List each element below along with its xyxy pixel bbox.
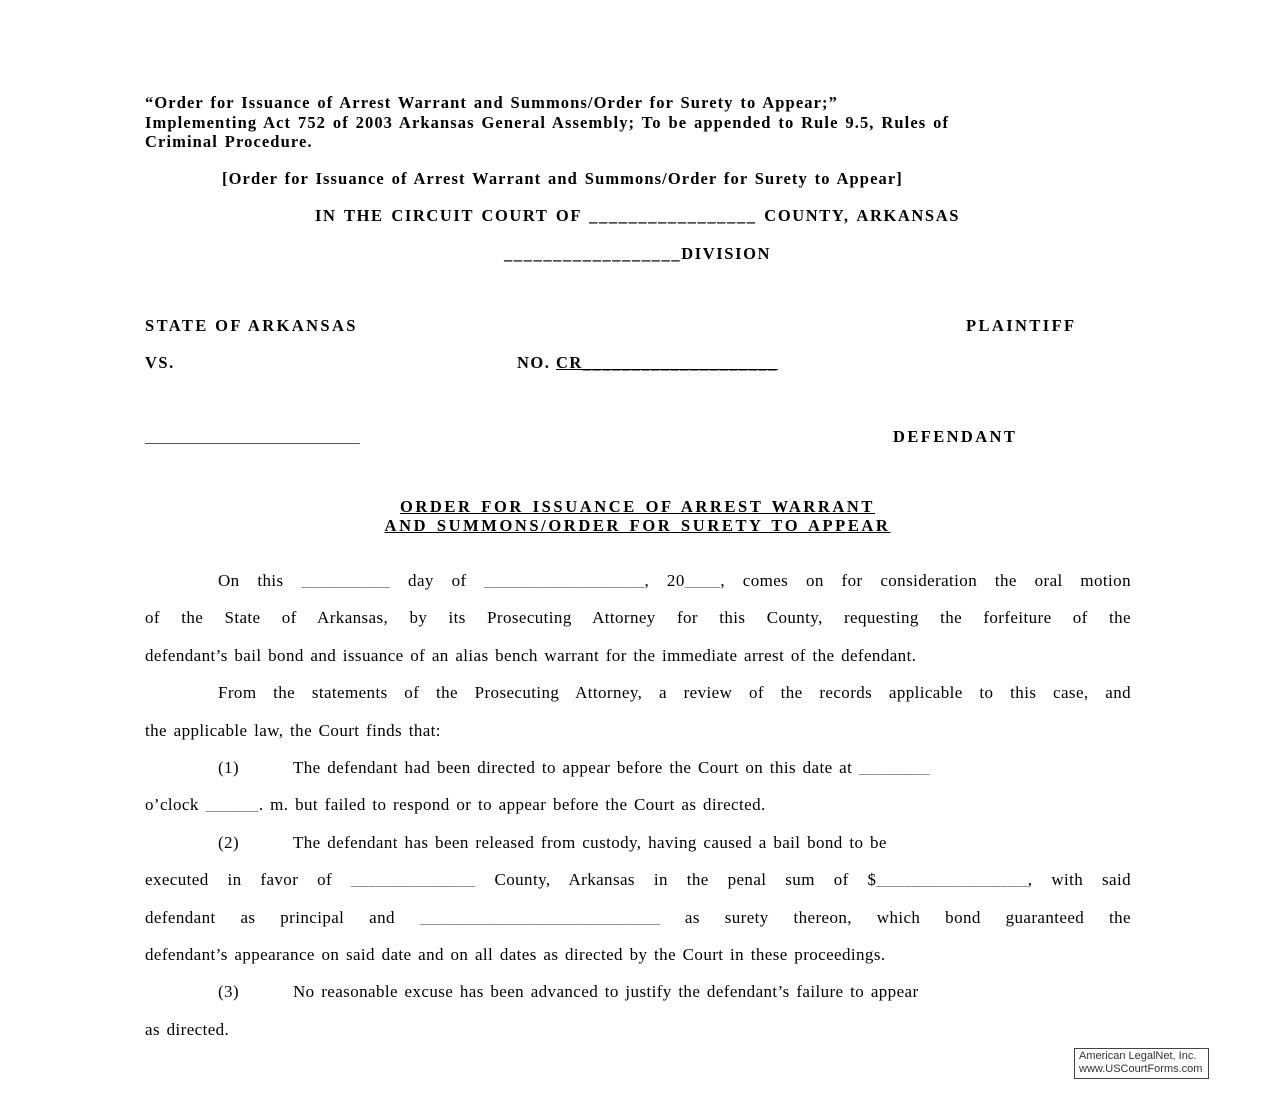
body-text: County, Arkansas in the penal sum of $ (475, 870, 877, 890)
fill-in-blank: __________________ (484, 571, 645, 590)
fill-in-blank: ___________________________ (419, 907, 661, 927)
body-text: o’clock (145, 795, 206, 815)
body-text: the applicable law, the Court finds that: (145, 720, 441, 740)
body-text: From the statements of the Prosecuting Attorney, a review of the records applicable to this case, and (218, 683, 1131, 703)
body-line (145, 899, 1131, 936)
document-body (145, 562, 1131, 1048)
body-text: as directed. (145, 1019, 230, 1039)
order-title-line: AND SUMMONS/ORDER FOR SURETY TO APPEAR (384, 516, 891, 535)
order-title-line: ORDER FOR ISSUANCE OF ARREST WARRANT (399, 497, 876, 516)
case-number-blank: CR____________________ (556, 353, 778, 372)
body-text: The defendant had been directed to appear before the Court on this date at (293, 757, 859, 777)
paragraph-number: (2) (218, 832, 240, 852)
paragraph-number: (3) (218, 982, 240, 1002)
body-line (145, 936, 1131, 973)
header-notice (145, 93, 949, 152)
body-text: executed in favor of (145, 870, 352, 890)
fill-in-blank: ______________ (351, 870, 476, 890)
body-text: The defendant has been released from custody, having caused a bail bond to be (293, 832, 887, 852)
body-line (145, 1011, 1131, 1048)
fill-in-blank: __________ (301, 571, 391, 590)
body-line (145, 712, 1131, 749)
body-text: as surety thereon, which bond guaranteed the (660, 907, 1132, 927)
order-title (0, 497, 1275, 535)
fill-in-blank: _________________ (876, 870, 1028, 890)
fill-in-blank: ______ (205, 795, 259, 815)
fill-in-blank: ____ (684, 571, 721, 590)
paragraph-number: (1) (218, 757, 240, 777)
plaintiff-name: STATE OF ARKANSAS (145, 316, 358, 335)
vendor-stamp-url: www.USCourtForms.com (1079, 1063, 1203, 1075)
body-text: defendant as principal and (145, 907, 420, 927)
case-number (517, 353, 778, 373)
division-heading: __________________DIVISION (503, 244, 772, 263)
body-line (145, 861, 1131, 898)
body-line (145, 786, 1131, 823)
defendant-name-blank: __________________________ (145, 427, 360, 446)
case-number-label: NO. (517, 353, 551, 372)
body-line (145, 973, 1131, 1010)
plaintiff-role-label: PLAINTIFF (966, 316, 1077, 335)
header-notice-line: Criminal Procedure. (145, 132, 313, 151)
body-text: , comes on for consideration the oral motion (720, 571, 1131, 590)
body-text: . m. but failed to respond or to appear before the Court as directed. (258, 795, 766, 815)
body-line (145, 749, 1131, 786)
court-heading: IN THE CIRCUIT COURT OF _________________ COUNTY, ARKANSAS (315, 206, 960, 225)
bracket-caption: [Order for Issuance of Arrest Warrant and Summons/Order for Surety to Appear] (222, 169, 903, 188)
body-line (145, 562, 1131, 599)
vendor-stamp (1074, 1048, 1209, 1079)
body-line (145, 637, 1131, 674)
defendant-role-label: DEFENDANT (893, 427, 1018, 446)
versus-label: VS. (145, 353, 175, 372)
body-text: defendant’s bail bond and issuance of an alias bench warrant for the immediate arrest of the defendant. (145, 645, 917, 665)
body-line (145, 599, 1131, 636)
body-text: day of (390, 571, 485, 590)
fill-in-blank: ________ (858, 757, 931, 777)
body-line (145, 674, 1131, 711)
header-notice-line: Implementing Act 752 of 2003 Arkansas General Assembly; To be appended to Rule 9.5, Rules of (145, 112, 950, 132)
body-text: of the State of Arkansas, by its Prosecuting Attorney for this County, requesting the forfeiture of the (145, 608, 1131, 628)
body-text: , 20 (644, 571, 685, 590)
body-text: No reasonable excuse has been advanced to justify the defendant’s failure to appear (293, 982, 919, 1002)
vendor-stamp-name: American LegalNet, Inc. (1079, 1050, 1197, 1062)
body-text: On this (218, 571, 302, 590)
body-text: defendant’s appearance on said date and on all dates as directed by the Court in these proceedings. (145, 944, 886, 964)
body-text: , with said (1027, 870, 1132, 890)
body-line (145, 824, 1131, 861)
header-notice-line: “Order for Issuance of Arrest Warrant and Summons/Order for Surety to Appear;” (145, 93, 838, 112)
